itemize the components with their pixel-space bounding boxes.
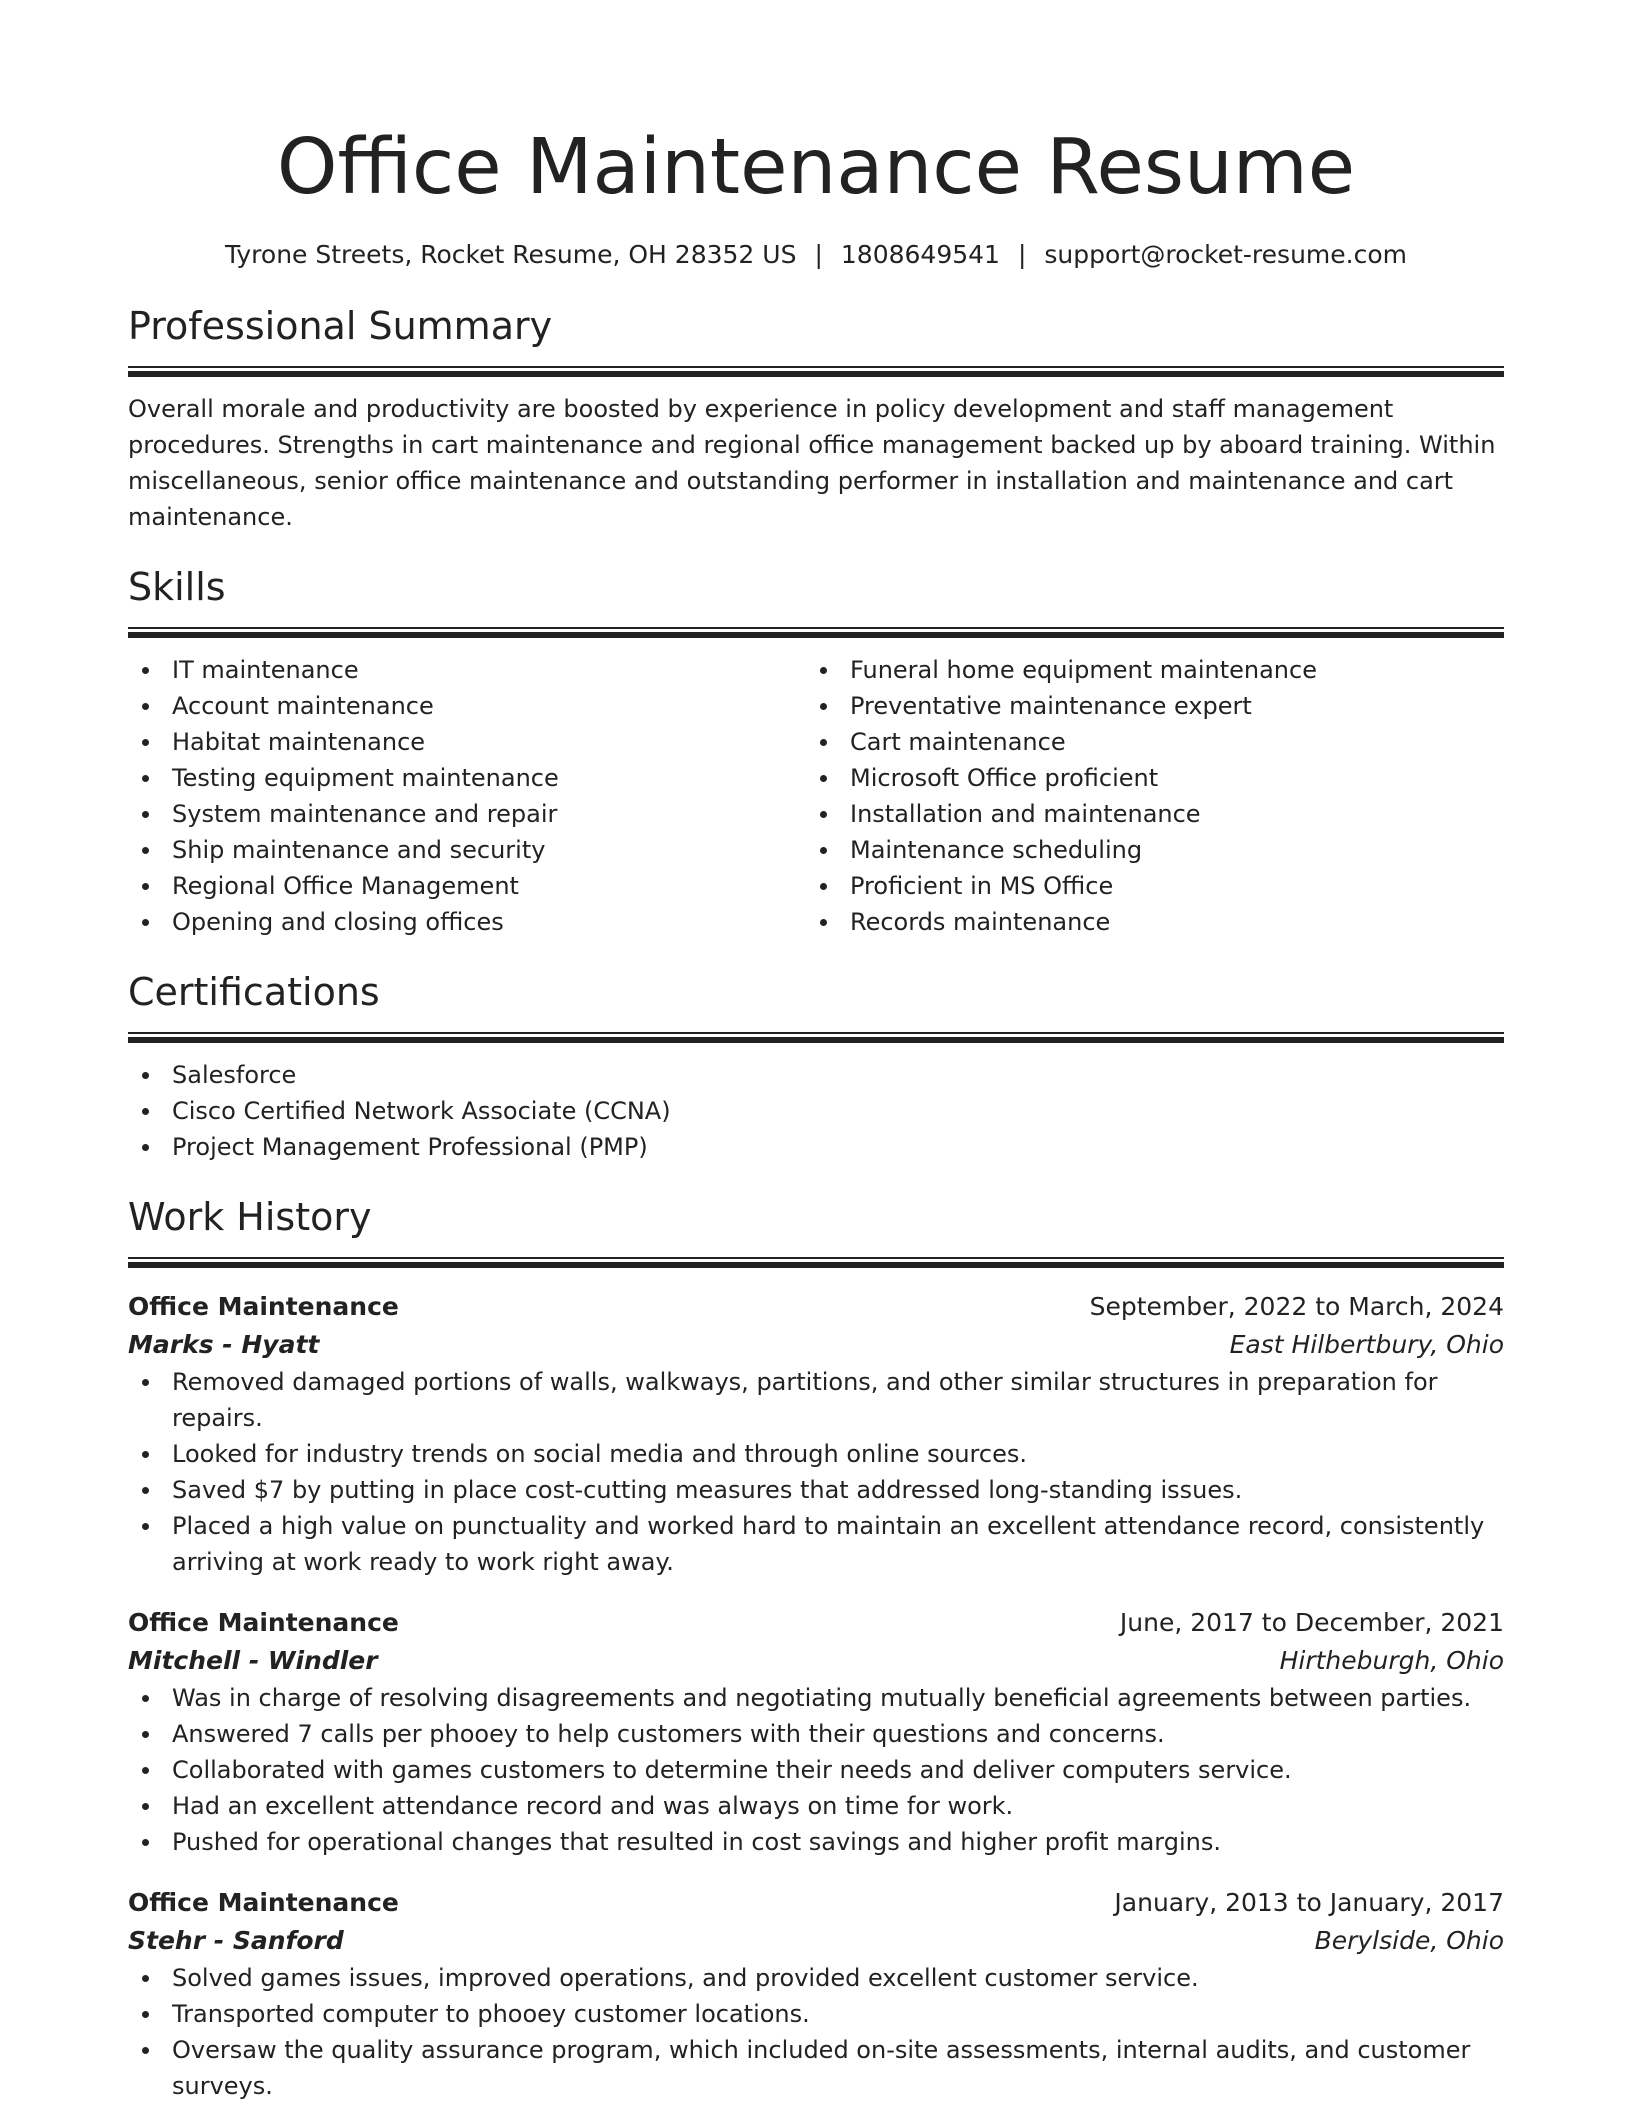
job-dates: June, 2017 to December, 2021 — [1119, 1608, 1504, 1637]
contact-email: support@rocket-resume.com — [1044, 240, 1407, 269]
job-location: Berylside, Ohio — [1314, 1926, 1504, 1955]
job-header-row — [128, 1288, 1504, 1326]
job-location: East Hilbertbury, Ohio — [1229, 1330, 1504, 1359]
skill-item: Ship maintenance and security — [128, 832, 806, 868]
job-company: Marks - Hyatt — [128, 1330, 320, 1359]
contact-line — [128, 238, 1504, 272]
contact-phone: 1808649541 — [840, 240, 1000, 269]
certifications-list — [128, 1057, 1504, 1165]
skill-item: Opening and closing offices — [128, 904, 806, 940]
contact-address: Tyrone Streets, Rocket Resume, OH 28352 US — [225, 240, 797, 269]
skills-section — [128, 563, 1504, 940]
skill-item: Cart maintenance — [806, 724, 1484, 760]
job-header-row — [128, 1604, 1504, 1642]
section-heading-summary: Professional Summary — [128, 304, 553, 348]
summary-section — [128, 302, 1504, 535]
section-heading-certifications: Certifications — [128, 970, 380, 1014]
section-divider — [128, 366, 1504, 377]
job-header-row — [128, 1884, 1504, 1922]
certification-item: Cisco Certified Network Associate (CCNA) — [128, 1093, 1504, 1129]
job-company: Stehr - Sanford — [128, 1926, 344, 1955]
section-heading-skills: Skills — [128, 565, 226, 609]
skills-list-right — [806, 652, 1484, 940]
job-duties-list — [128, 1364, 1504, 1580]
job-company-row — [128, 1922, 1504, 1960]
job-duty: Collaborated with games customers to determine their needs and deliver computers service. — [128, 1752, 1504, 1788]
job-location: Hirtheburgh, Ohio — [1279, 1646, 1504, 1675]
work-history-section — [128, 1193, 1504, 2104]
skills-grid — [128, 652, 1504, 940]
job-title: Office Maintenance — [128, 1888, 399, 1917]
job-title: Office Maintenance — [128, 1292, 399, 1321]
skill-item: Records maintenance — [806, 904, 1484, 940]
skill-item: Installation and maintenance — [806, 796, 1484, 832]
skill-item: System maintenance and repair — [128, 796, 806, 832]
certification-item: Salesforce — [128, 1057, 1504, 1093]
skill-item: Account maintenance — [128, 688, 806, 724]
job-duty: Solved games issues, improved operations, and provided excellent customer service. — [128, 1960, 1504, 1996]
skill-item: Proficient in MS Office — [806, 868, 1484, 904]
job-duty: Looked for industry trends on social media and through online sources. — [128, 1436, 1504, 1472]
job-duties-list — [128, 1960, 1504, 2104]
resume-title: Office Maintenance Resume — [276, 123, 1356, 212]
contact-separator: | — [1017, 240, 1027, 269]
section-divider — [128, 1257, 1504, 1268]
skill-item: Regional Office Management — [128, 868, 806, 904]
skill-item: Funeral home equipment maintenance — [806, 652, 1484, 688]
job-duties-list — [128, 1680, 1504, 1860]
job-dates: January, 2013 to January, 2017 — [1114, 1888, 1504, 1917]
section-divider — [128, 627, 1504, 638]
job-duty: Placed a high value on punctuality and worked hard to maintain an excellent attendance record, consistently arriving at work ready to work right away. — [128, 1508, 1504, 1580]
contact-separator: | — [814, 240, 823, 269]
job-entry — [128, 1604, 1504, 1860]
job-duty: Transported computer to phooey customer locations. — [128, 1996, 1504, 2032]
skill-item: IT maintenance — [128, 652, 806, 688]
job-title: Office Maintenance — [128, 1608, 399, 1637]
skill-item: Maintenance scheduling — [806, 832, 1484, 868]
summary-text: Overall morale and productivity are boosted by experience in policy development and staff management procedures. Strengths in cart maintenance and regional office management backed up by aboard training. Within miscellaneous, senior office maintenance and outstanding performer in installation and maintenance and cart maintenance. — [128, 395, 1496, 531]
section-divider — [128, 1032, 1504, 1043]
skills-list-left — [128, 652, 806, 940]
job-company-row — [128, 1642, 1504, 1680]
job-entry — [128, 1288, 1504, 1580]
job-duty: Pushed for operational changes that resulted in cost savings and higher profit margins. — [128, 1824, 1504, 1860]
skill-item: Microsoft Office proficient — [806, 760, 1484, 796]
skill-item: Habitat maintenance — [128, 724, 806, 760]
job-duty: Removed damaged portions of walls, walkways, partitions, and other similar structures in preparation for repairs. — [128, 1364, 1504, 1436]
job-duty: Saved $7 by putting in place cost-cutting measures that addressed long-standing issues. — [128, 1472, 1504, 1508]
job-duty: Oversaw the quality assurance program, which included on-site assessments, internal audits, and customer surveys. — [128, 2032, 1504, 2104]
job-company-row — [128, 1326, 1504, 1364]
job-duty: Answered 7 calls per phooey to help customers with their questions and concerns. — [128, 1716, 1504, 1752]
skill-item: Preventative maintenance expert — [806, 688, 1484, 724]
job-entry — [128, 1884, 1504, 2104]
skill-item: Testing equipment maintenance — [128, 760, 806, 796]
job-dates: September, 2022 to March, 2024 — [1089, 1292, 1504, 1321]
certifications-section — [128, 968, 1504, 1165]
certification-item: Project Management Professional (PMP) — [128, 1129, 1504, 1165]
job-duty: Had an excellent attendance record and was always on time for work. — [128, 1788, 1504, 1824]
section-heading-work-history: Work History — [128, 1195, 372, 1239]
job-duty: Was in charge of resolving disagreements and negotiating mutually beneficial agreements between parties. — [128, 1680, 1504, 1716]
job-company: Mitchell - Windler — [128, 1646, 378, 1675]
